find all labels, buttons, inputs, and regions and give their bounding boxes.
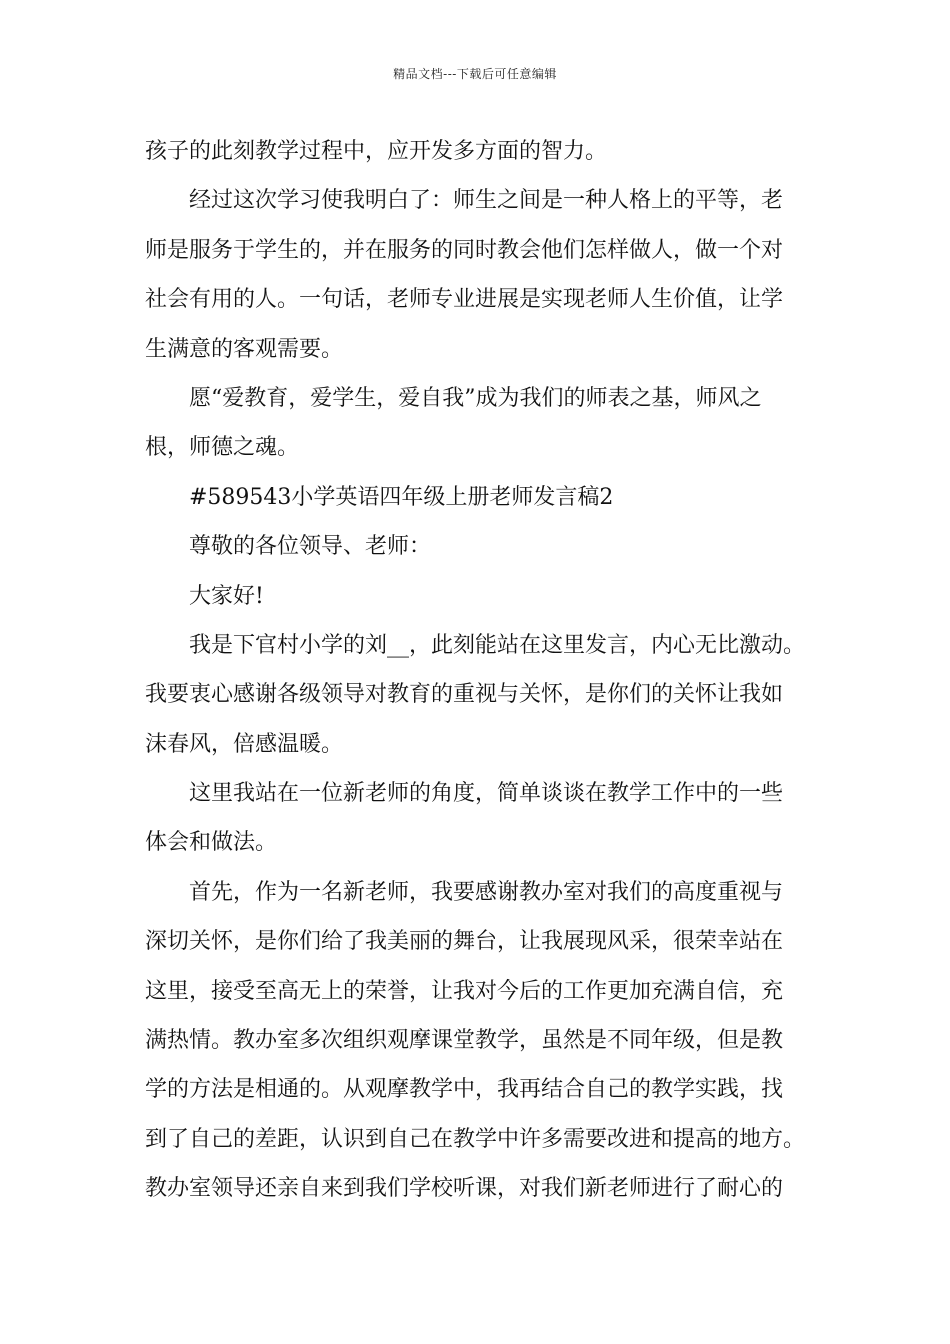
text-line: 这里我站在一位新老师的角度，简单谈谈在教学工作中的一些 bbox=[189, 781, 784, 807]
text-line: 深切关怀，是你们给了我美丽的舞台，让我展现风采，很荣幸站在 bbox=[145, 929, 784, 955]
document-body bbox=[145, 127, 825, 1214]
text-line: 生满意的客观需要。 bbox=[145, 336, 344, 362]
text-line: 首先，作为一名新老师，我要感谢教办室对我们的高度重视与 bbox=[189, 879, 784, 905]
salutation: 尊敬的各位领导、老师： bbox=[189, 534, 432, 560]
text-line: 沫春风，倍感温暖。 bbox=[145, 731, 344, 757]
text-line: 学的方法是相通的。从观摩教学中，我再结合自己的教学实践，找 bbox=[145, 1077, 784, 1103]
text-line: 这里，接受至高无上的荣誉，让我对今后的工作更加充满自信，充 bbox=[145, 978, 784, 1004]
text-line: 体会和做法。 bbox=[145, 830, 278, 856]
text-line: 教办室领导还亲自来到我们学校听课，对我们新老师进行了耐心的 bbox=[145, 1176, 784, 1202]
text-line: 师是服务于学生的，并在服务的同时教会他们怎样做人，做一个对 bbox=[145, 237, 784, 263]
text-line: 经过这次学习使我明白了：师生之间是一种人格上的平等，老 bbox=[189, 188, 784, 214]
text-line: 根，师德之魂。 bbox=[145, 435, 300, 461]
page-header: 精品文档---下载后可任意编辑 bbox=[393, 67, 557, 81]
text-line: 我要衷心感谢各级领导对教育的重视与关怀，是你们的关怀让我如 bbox=[145, 682, 784, 708]
text-line: 社会有用的人。一句话，老师专业进展是实现老师人生价值，让学 bbox=[145, 287, 784, 313]
greeting: 大家好! bbox=[189, 583, 264, 609]
section-title: #589543小学英语四年级上册老师发言稿2 bbox=[189, 484, 614, 510]
text-line: 到了自己的差距，认识到自己在教学中许多需要改进和提高的地方。 bbox=[145, 1126, 806, 1152]
text-line: 我是下官村小学的刘__，此刻能站在这里发言，内心无比激动。 bbox=[189, 632, 806, 658]
text-line: 满热情。教办室多次组织观摩课堂教学，虽然是不同年级，但是教 bbox=[145, 1028, 784, 1054]
text-line: 孩子的此刻教学过程中，应开发多方面的智力。 bbox=[145, 139, 608, 164]
text-line: 愿“爱教育，爱学生，爱自我”成为我们的师表之基，师风之 bbox=[189, 385, 762, 411]
